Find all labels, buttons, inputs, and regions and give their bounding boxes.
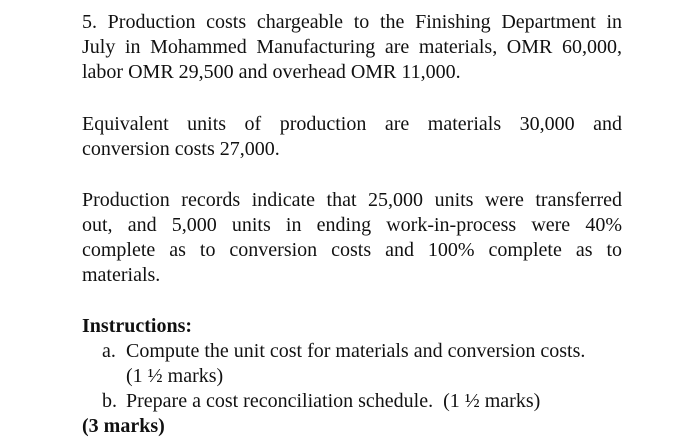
question-page xyxy=(82,10,622,439)
text-line: Production records indicate that 25,000 units were transferred xyxy=(82,189,622,211)
instruction-marks: (1 ½ marks) xyxy=(126,365,224,387)
instructions-heading: Instructions: xyxy=(82,315,193,337)
text-line: out, and 5,000 units in ending work-in-process were 40% xyxy=(82,214,622,236)
text-line: 5. Production costs chargeable to the Finishing Department in xyxy=(82,11,622,33)
instruction-text: Prepare a cost reconciliation schedule. (1 ½ marks) xyxy=(126,390,541,412)
instruction-item-a xyxy=(102,339,622,364)
text-line: Equivalent units of production are materials 30,000 and xyxy=(82,113,622,135)
text-line: July in Mohammed Manufacturing are materials, OMR 60,000, xyxy=(82,36,622,58)
instruction-label: a. xyxy=(102,340,116,362)
problem-paragraph-3 xyxy=(82,188,622,288)
problem-paragraph-2 xyxy=(82,112,622,162)
instructions-list xyxy=(82,339,622,414)
problem-paragraph-1 xyxy=(82,10,622,85)
text-line: complete as to conversion costs and 100% complete as to xyxy=(82,239,622,261)
instruction-text: Compute the unit cost for materials and conversion costs. xyxy=(126,340,586,362)
text-line: materials. xyxy=(82,264,161,286)
instruction-item-b xyxy=(102,389,622,414)
text-line: conversion costs 27,000. xyxy=(82,138,280,160)
instruction-label: b. xyxy=(102,390,117,412)
text-line: labor OMR 29,500 and overhead OMR 11,000. xyxy=(82,61,461,83)
total-marks: (3 marks) xyxy=(82,415,165,437)
